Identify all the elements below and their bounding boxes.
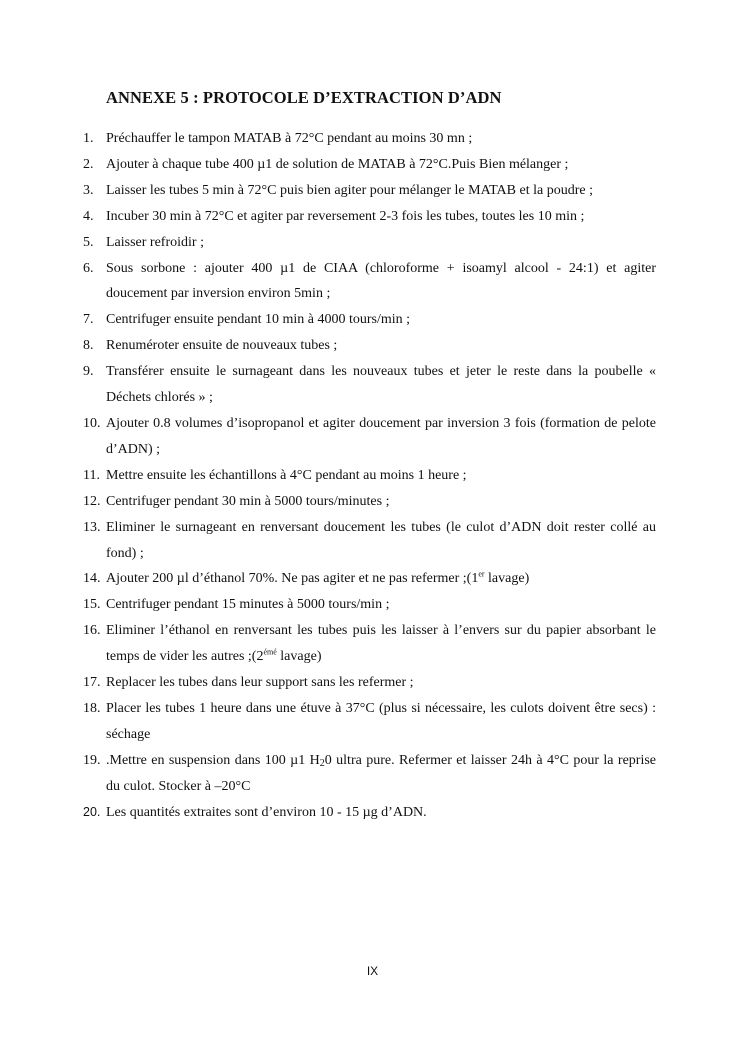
step-text: Eliminer le surnageant en renversant doucement les tubes (le culot d’ADN doit rester collé au fond) ; bbox=[106, 519, 656, 561]
step-text: Les quantités extraites sont d’environ 10 - 15 µg d’ADN. bbox=[106, 804, 427, 820]
protocol-step bbox=[83, 307, 656, 333]
protocol-step bbox=[83, 670, 656, 696]
step-number: 4. bbox=[83, 208, 94, 224]
step-number: 7. bbox=[83, 312, 94, 328]
step-text: Laisser refroidir ; bbox=[106, 234, 204, 250]
step-number: 18. bbox=[83, 700, 101, 716]
protocol-step bbox=[83, 333, 656, 359]
step-number: 11. bbox=[83, 467, 100, 483]
step-text: Placer les tubes 1 heure dans une étuve à 37°C (plus si nécessaire, les culots doivent être secs) : séchage bbox=[106, 700, 656, 742]
protocol-step bbox=[83, 152, 656, 178]
protocol-step bbox=[83, 178, 656, 204]
step-number: 1. bbox=[83, 131, 94, 146]
protocol-steps-list bbox=[83, 126, 656, 825]
step-superscript: er bbox=[478, 569, 485, 579]
step-text-part: lavage) bbox=[484, 571, 530, 587]
step-number: 19. bbox=[83, 752, 101, 768]
step-text: Replacer les tubes dans leur support sans les refermer ; bbox=[106, 675, 414, 691]
step-text: Mettre ensuite les échantillons à 4°C pendant au moins 1 heure ; bbox=[106, 467, 467, 483]
step-text-part: .Mettre en suspension dans 100 µ1 H bbox=[106, 752, 320, 768]
protocol-step bbox=[83, 515, 656, 567]
step-text-part: 0 ultra pure. Refermer et laisser 24h à 4°C pour la reprise du culot. Stocker à –20°C bbox=[106, 752, 656, 794]
step-number: 5. bbox=[83, 234, 94, 250]
step-text: Laisser les tubes 5 min à 72°C puis bien agiter pour mélanger le MATAB et la poudre ; bbox=[106, 182, 593, 198]
step-number: 14. bbox=[83, 571, 101, 587]
protocol-step bbox=[83, 800, 656, 826]
protocol-step bbox=[83, 566, 656, 592]
protocol-step bbox=[83, 126, 656, 152]
step-number: 20. bbox=[83, 804, 101, 819]
step-text-part: lavage) bbox=[276, 649, 322, 665]
step-number: 17. bbox=[83, 675, 101, 691]
protocol-step bbox=[83, 230, 656, 256]
step-superscript: émé bbox=[263, 647, 277, 657]
step-text: Centrifuger pendant 15 minutes à 5000 tours/min ; bbox=[106, 597, 390, 613]
step-text: Ajouter à chaque tube 400 µ1 de solution de MATAB à 72°C.Puis Bien mélanger ; bbox=[106, 156, 569, 172]
step-text: Centrifuger ensuite pendant 10 min à 4000 tours/min ; bbox=[106, 312, 411, 328]
step-text: Ajouter 0.8 volumes d’isopropanol et agiter doucement par inversion 3 fois (formation de pelote d’ADN) ; bbox=[106, 415, 656, 457]
step-number: 3. bbox=[83, 182, 94, 198]
step-text: Transférer ensuite le surnageant dans les nouveaux tubes et jeter le reste dans la poubelle « Déchets chlorés » ; bbox=[106, 364, 656, 406]
step-text: Centrifuger pendant 30 min à 5000 tours/minutes ; bbox=[106, 493, 390, 509]
protocol-step bbox=[83, 256, 656, 308]
protocol-step bbox=[83, 748, 656, 800]
step-number: 15. bbox=[83, 597, 101, 613]
protocol-step bbox=[83, 359, 656, 411]
step-number: 13. bbox=[83, 519, 101, 535]
step-number: 6. bbox=[83, 260, 94, 276]
step-text-part: Eliminer l’éthanol en renversant les tubes puis les laisser à l’envers sur du papier absorbant le temps de vider les autres ;(2 bbox=[106, 623, 656, 665]
protocol-step bbox=[83, 592, 656, 618]
page-number: IX bbox=[366, 964, 379, 978]
protocol-step bbox=[83, 618, 656, 670]
step-text: Préchauffer le tampon MATAB à 72°C pendant au moins 30 mn ; bbox=[106, 131, 473, 146]
step-text: Sous sorbone : ajouter 400 µ1 de CIAA (chloroforme + isoamyl alcool - 24:1) et agiter doucement par inversion environ 5min ; bbox=[106, 260, 656, 302]
protocol-step bbox=[83, 411, 656, 463]
step-text: Renuméroter ensuite de nouveaux tubes ; bbox=[106, 338, 338, 354]
protocol-step bbox=[83, 696, 656, 748]
step-number: 10. bbox=[83, 415, 101, 431]
step-text-part: Ajouter 200 µl d’éthanol 70%. Ne pas agiter et ne pas refermer ;(1 bbox=[106, 571, 479, 587]
annex-title: ANNEXE 5 : PROTOCOLE D’EXTRACTION D’ADN bbox=[106, 88, 502, 107]
protocol-step bbox=[83, 204, 656, 230]
step-number: 12. bbox=[83, 493, 101, 509]
protocol-step bbox=[83, 489, 656, 515]
step-number: 2. bbox=[83, 156, 94, 172]
step-number: 8. bbox=[83, 338, 94, 354]
step-text: Incuber 30 min à 72°C et agiter par reversement 2-3 fois les tubes, toutes les 10 min ; bbox=[106, 208, 585, 224]
step-number: 16. bbox=[83, 623, 101, 639]
protocol-step bbox=[83, 463, 656, 489]
step-subscript: 2 bbox=[319, 757, 325, 769]
step-number: 9. bbox=[83, 364, 94, 380]
